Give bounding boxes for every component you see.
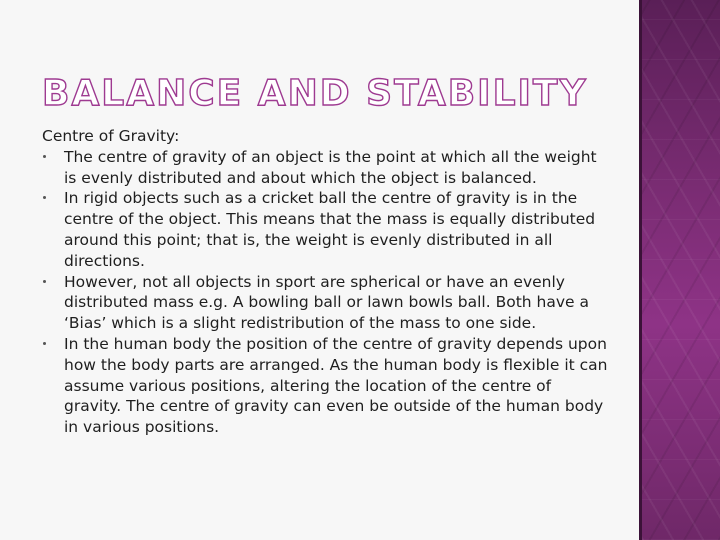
bullet-text: However, not all objects in sport are spherical or have an evenly distributed mass e.g. A bowling ball or lawn bowls ball. Both have a ‘Bias’ which is a slight redistribution of the mass to one side. bbox=[64, 272, 589, 333]
bullet-text: The centre of gravity of an object is the point at which all the weight is evenly distributed and about which the object is balanced. bbox=[64, 147, 597, 187]
list-item bbox=[42, 147, 612, 189]
slide-title: BALANCE AND STABILITY bbox=[42, 73, 588, 114]
bullet-text: In the human body the position of the centre of gravity depends upon how the body parts are arranged. As the human body is flexible it can assume various positions, altering the location of the centre of gravity. The centre of gravity can even be outside of the human body in various positions. bbox=[64, 334, 608, 437]
bullet-list bbox=[42, 147, 612, 438]
list-item bbox=[42, 272, 612, 334]
bullet-dot-icon bbox=[43, 342, 46, 345]
section-heading: Centre of Gravity: bbox=[42, 127, 180, 145]
bullet-dot-icon bbox=[43, 196, 46, 199]
list-item bbox=[42, 188, 612, 271]
decorative-side-panel bbox=[642, 0, 720, 540]
bullet-dot-icon bbox=[43, 155, 46, 158]
bullet-dot-icon bbox=[43, 280, 46, 283]
list-item bbox=[42, 334, 612, 438]
bullet-text: In rigid objects such as a cricket ball the centre of gravity is in the centre of the object. This means that the mass is equally distributed around this point; that is, the weight is evenly distributed in all directions. bbox=[64, 189, 596, 270]
slide-body bbox=[42, 126, 612, 438]
